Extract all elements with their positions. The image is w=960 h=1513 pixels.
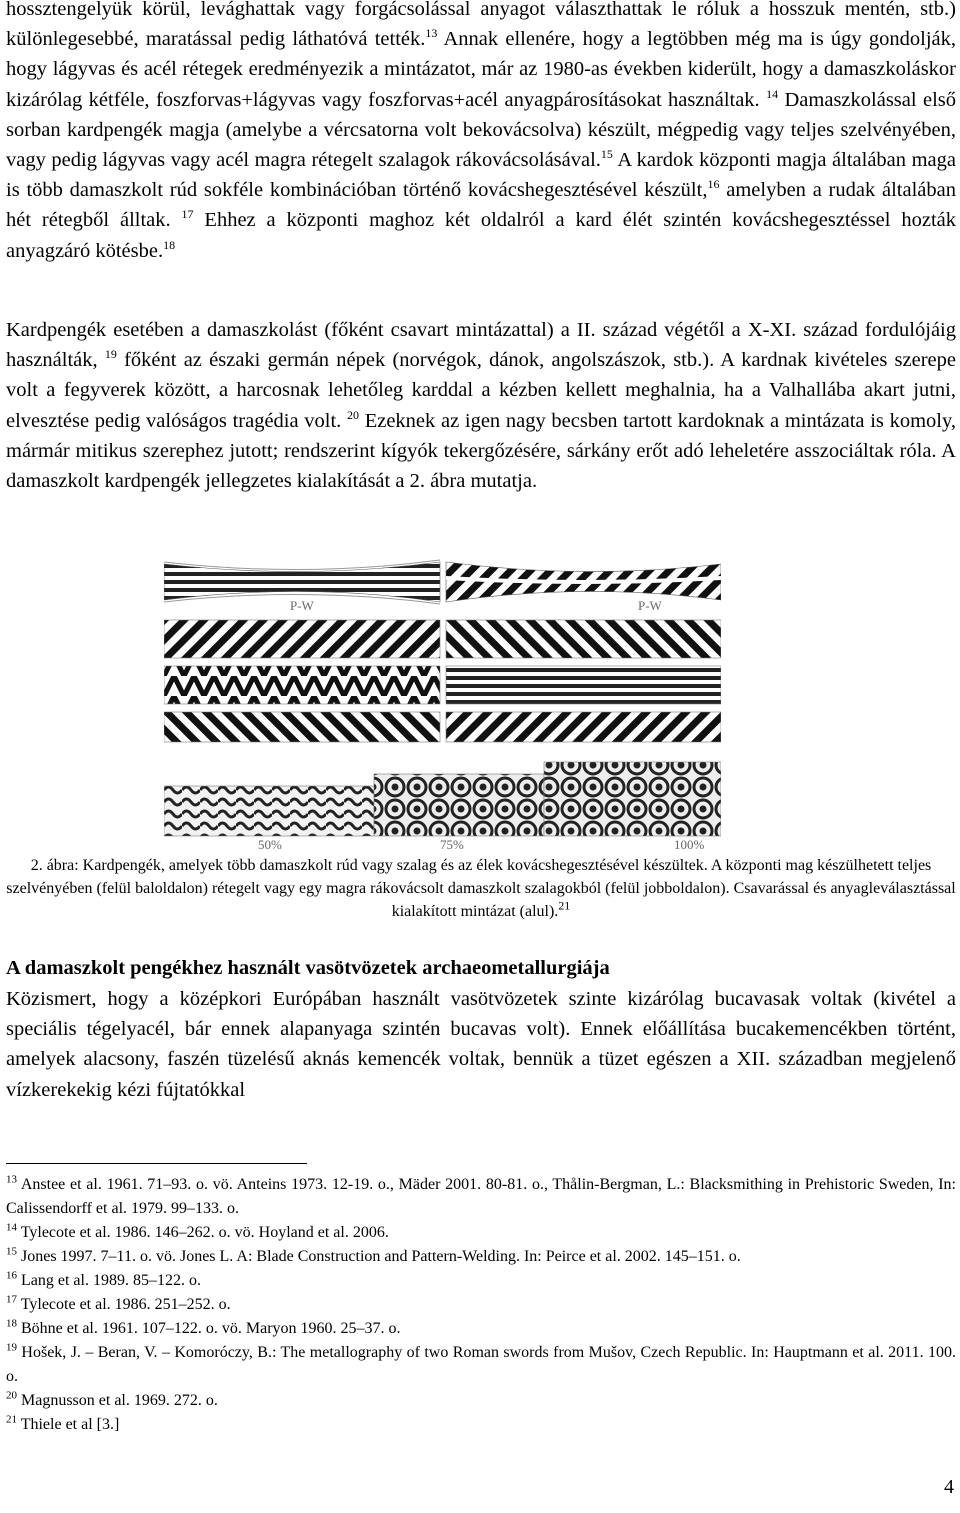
page-number: 4 bbox=[944, 1476, 954, 1498]
footnote-text: Anstee et al. 1961. 71–93. o. vö. Anteins 1973. 12-19. o., Mäder 2001. 80-81. o., Thålin-Bergman, L.: Blacksmithing in Prehistoric Sweden, In: Calissendorff et al. 1979. 99–133. o. bbox=[6, 1176, 956, 1217]
footnote-text: Böhne et al. 1961. 107–122. o. vö. Maryon 1960. 25–37. o. bbox=[17, 1320, 401, 1337]
footnote-ref-13[interactable]: 13 bbox=[425, 26, 438, 41]
second-text-3: Ezeknek az igen nagy becsben tartott kardoknak a mintázata is komoly, mármár mitikus szerephez jutott; rendszerint kígyók tekergőzésére, sárkány erőt adó leheletére asszociáltak róla. A damaszkolt kardpengék jellegzetes kialakítását a 2. ábra mutatja. bbox=[6, 409, 956, 493]
footnote-ref-17[interactable]: 17 bbox=[181, 207, 194, 222]
footnote-number: 13 bbox=[6, 1173, 17, 1186]
figure-label-75: 75% bbox=[440, 837, 464, 851]
figure-caption bbox=[6, 854, 956, 923]
footnote-21 bbox=[6, 1413, 956, 1437]
footnote-text: Jones 1997. 7–11. o. vö. Jones L. A: Blade Construction and Pattern-Welding. In: Peirce et al. 2002. 145–151. o. bbox=[17, 1248, 741, 1265]
twisted-pattern-section bbox=[164, 762, 721, 851]
footnote-ref-15[interactable]: 15 bbox=[600, 147, 613, 162]
intro-text-6: Ehhez a központi maghoz két oldalról a kard élét szintén kovácshegesztéssel hozták anyagzáró kötésbe. bbox=[6, 209, 957, 262]
footnote-ref-16[interactable]: 16 bbox=[707, 177, 720, 192]
footnote-18 bbox=[6, 1317, 956, 1341]
figure-label-50: 50% bbox=[258, 837, 282, 851]
footnote-number: 19 bbox=[6, 1341, 17, 1354]
blade-cross-section-left bbox=[164, 560, 440, 613]
footnote-17 bbox=[6, 1293, 956, 1317]
intro-paragraph bbox=[6, 0, 956, 266]
footnote-14 bbox=[6, 1221, 956, 1245]
blade-cross-section-right bbox=[446, 562, 721, 613]
second-paragraph bbox=[6, 315, 956, 496]
footnote-ref-20[interactable]: 20 bbox=[347, 407, 360, 422]
intro-text-2: Annak ellenére, hogy a legtöbben még ma is úgy gondolják, hogy lágyvas és acél rétegek eredményezik a mintázatot, már az 1980-as években kiderült, hogy a damaszkoláskor kizárólag kétféle, foszforvas+lágyvas vagy foszforvas+acél anyagpárosításokat használtak. bbox=[6, 28, 956, 111]
footnote-ref-21[interactable]: 21 bbox=[558, 898, 571, 913]
footnote-number: 16 bbox=[6, 1269, 17, 1282]
intro-text-4: A kardok központi magja általában maga is több damaszkolt rúd sokféle kombinációban történő kovácshegesztésével készült, bbox=[6, 149, 956, 202]
footnote-ref-18[interactable]: 18 bbox=[163, 237, 176, 252]
footnote-13 bbox=[6, 1173, 956, 1221]
footnote-number: 20 bbox=[6, 1389, 17, 1402]
pattern-strips-right bbox=[446, 620, 721, 742]
footnote-text: Tylecote et al. 1986. 251–252. o. bbox=[17, 1296, 231, 1313]
intro-text-5: amelyben a rudak általában hét rétegből álltak. bbox=[6, 179, 956, 232]
section-paragraph: Közismert, hogy a középkori Európában használt vasötvözetek szinte kizárólag bucavasak voltak (kivétel a speciális tégelyacél, bár ennek alapanyaga szintén bucavas volt). Ennek előállítása bucakemencékben történt, amelyek alacsony, faszén tüzelésű aknás kemencék voltak, bennük a tüzet egészen a XII. században megjelenő vízkerekekig kézi fújtatókkal bbox=[6, 988, 956, 1101]
section-heading: A damaszkolt pengékhez használt vasötvözetek archaeometallurgiája bbox=[6, 957, 610, 979]
footnote-number: 15 bbox=[6, 1245, 17, 1258]
second-text-2: főként az északi germán népek (norvégok, dánok, angolszászok, stb.). A kardnak kivételes szerepe volt a fegyverek között, a harcosnak lehetőleg karddal a kézben kellett meghalnia, ha a Valhallába akart jutni, elvesztése pedig valóságos tragédia volt. bbox=[6, 349, 956, 432]
footnote-text: Thiele et al [3.] bbox=[17, 1416, 120, 1433]
footnote-text: Tylecote et al. 1986. 146–262. o. vö. Hoyland et al. 2006. bbox=[17, 1224, 389, 1241]
second-text-1: Kardpengék esetében a damaszkolást (főként csavart mintázattal) a II. század végétől a X-XI. század fordulójáig használták, bbox=[6, 319, 956, 372]
figure-label-100: 100% bbox=[674, 837, 705, 851]
footnote-ref-19[interactable]: 19 bbox=[104, 347, 117, 362]
damascus-blade-figure bbox=[164, 556, 721, 851]
footnote-19 bbox=[6, 1341, 956, 1389]
figure-caption-text: 2. ábra: Kardpengék, amelyek több damaszkolt rúd vagy szalag és az élek kovácshegesztésével készültek. A központi mag készülhetett teljes szelvényében (felül baloldalon) rétegelt vagy egy magra rákovácsolt damaszkolt szalagokból (felül jobboldalon). Csavarással és anyagleválasztással kialakított mintázat (alul). bbox=[6, 857, 956, 920]
intro-text-1: hossztengelyük körül, levághattak vagy forgácsolással anyagot választhattak le róluk a hosszuk mentén, stb.) különlegesebbé, maratással pedig láthatóvá tették. bbox=[6, 0, 956, 51]
footnote-ref-14[interactable]: 14 bbox=[766, 86, 779, 101]
intro-text-3: Damaszkolással első sorban kardpengék magja (amelybe a vércsatorna volt bekovácsolva) készült, mégpedig vagy teljes szelvényében, vagy pedig lágyvas vagy acél magra rétegelt szalagok rákovácsolásával. bbox=[6, 88, 956, 172]
footnote-number: 14 bbox=[6, 1221, 17, 1234]
footnote-20 bbox=[6, 1389, 956, 1413]
footnote-text: Lang et al. 1989. 85–122. o. bbox=[17, 1272, 201, 1289]
footnote-text: Hošek, J. – Beran, V. – Komoróczy, B.: The metallography of two Roman swords from Mušov, Czech Republic. In: Hauptmann et al. 2011. 100. o. bbox=[6, 1344, 956, 1385]
footnote-text: Magnusson et al. 1969. 272. o. bbox=[17, 1392, 218, 1409]
footnotes bbox=[6, 1173, 956, 1437]
footnote-number: 18 bbox=[6, 1317, 17, 1330]
pattern-strips-left bbox=[164, 620, 440, 742]
footnote-number: 21 bbox=[6, 1413, 17, 1426]
figure-label-pw-right: P-W bbox=[638, 598, 662, 613]
footnote-15 bbox=[6, 1245, 956, 1269]
footnote-number: 17 bbox=[6, 1293, 17, 1306]
footnote-separator bbox=[6, 1163, 307, 1164]
figure-label-pw-left: P-W bbox=[290, 598, 314, 613]
footnote-16 bbox=[6, 1269, 956, 1293]
